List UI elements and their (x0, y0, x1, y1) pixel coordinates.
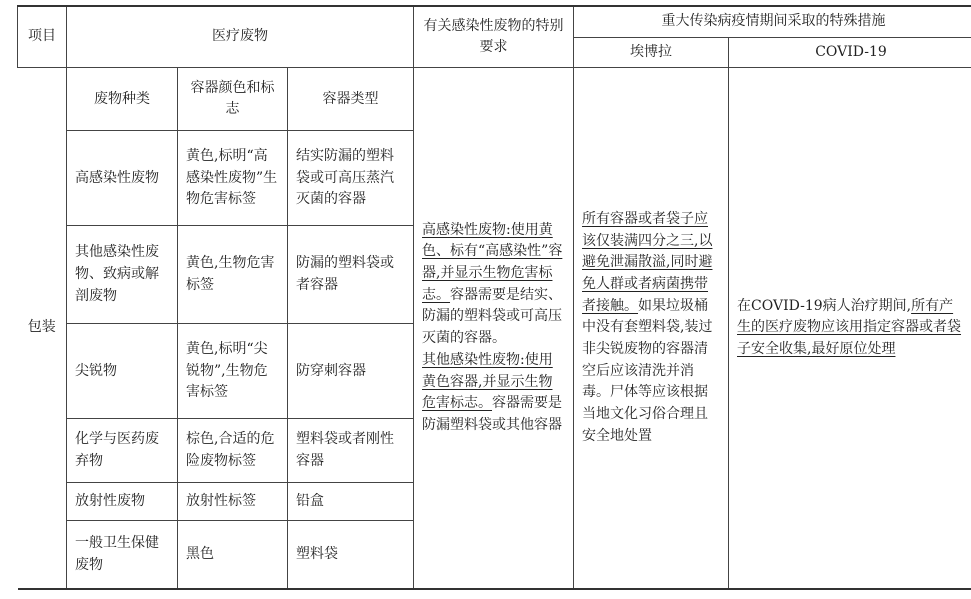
container-color-cell: 棕色,合适的危险废物标签 (178, 419, 288, 483)
header-item: 项目 (18, 6, 67, 68)
waste-type-cell: 其他感染性废物、致病或解剖废物 (67, 226, 178, 324)
ebola-measure-rest: 如果垃圾桶中没有套塑料袋,装过非尖锐废物的容器清空后应该清洗并消毒。尸体等应该根据当地文化习俗合理且安全地处置 (582, 297, 713, 444)
header-covid: COVID-19 (729, 37, 971, 68)
container-type-cell: 塑料袋 (288, 521, 414, 589)
other-infectious-requirement: 其他感染性废物:使用黄色容器,并显示生物危害标志。 (422, 351, 553, 412)
container-color-cell: 黄色,标明“高感染性废物”生物危害标签 (178, 131, 288, 226)
waste-type-cell: 放射性废物 (67, 483, 178, 521)
other-infectious-requirement-rest: 容器需要是防漏塑料袋或其他容器 (422, 395, 563, 433)
container-type-cell: 塑料袋或者刚性容器 (288, 419, 414, 483)
ebola-measures-cell (574, 68, 729, 589)
ebola-measure-underlined: 所有容器或者袋子应该仅装满四分之三,以避免泄漏散溢,同时避免人群或者病菌携带者接触。 (582, 210, 713, 314)
waste-type-cell: 化学与医药废弃物 (67, 419, 178, 483)
header-ebola: 埃博拉 (574, 37, 729, 68)
header-special-measures: 重大传染病疫情期间采取的特殊措施 (574, 6, 971, 37)
container-type-cell: 铅盒 (288, 483, 414, 521)
header-infectious-requirements: 有关感染性废物的特别要求 (414, 6, 574, 68)
container-color-cell: 黑色 (178, 521, 288, 589)
waste-type-cell: 尖锐物 (67, 324, 178, 419)
high-infectious-requirement-rest: 容器需要是结实、防漏的塑料袋或可高压灭菌的容器。 (422, 286, 563, 347)
waste-type-cell: 高感染性废物 (67, 131, 178, 226)
sub-header-container-type: 容器类型 (288, 68, 414, 131)
container-color-cell: 黄色,生物危害标签 (178, 226, 288, 324)
container-type-cell: 结实防漏的塑料袋或可高压蒸汽灭菌的容器 (288, 131, 414, 226)
infectious-requirements-cell (414, 68, 574, 589)
container-color-cell: 黄色,标明“尖锐物”,生物危害标签 (178, 324, 288, 419)
container-color-cell: 放射性标签 (178, 483, 288, 521)
medical-waste-table (17, 5, 971, 590)
container-type-cell: 防漏的塑料袋或者容器 (288, 226, 414, 324)
sub-header-container-color: 容器颜色和标志 (178, 68, 288, 131)
sub-header-waste-type: 废物种类 (67, 68, 178, 131)
high-infectious-requirement: 高感染性废物:使用黄色、标有“高感染性”容器,并显示生物危害标志。 (422, 221, 563, 303)
covid-measure-plain: 在COVID-19病人治疗期间, (737, 297, 912, 314)
row-label-packaging: 包装 (18, 68, 67, 589)
covid-measures-cell (729, 68, 971, 589)
waste-type-cell: 一般卫生保健废物 (67, 521, 178, 589)
header-medical-waste: 医疗废物 (67, 6, 414, 68)
covid-measure-underlined: 所有产生的医疗废物应该用指定容器或者袋子安全收集,最好原位处理 (737, 297, 962, 357)
container-type-cell: 防穿刺容器 (288, 324, 414, 419)
